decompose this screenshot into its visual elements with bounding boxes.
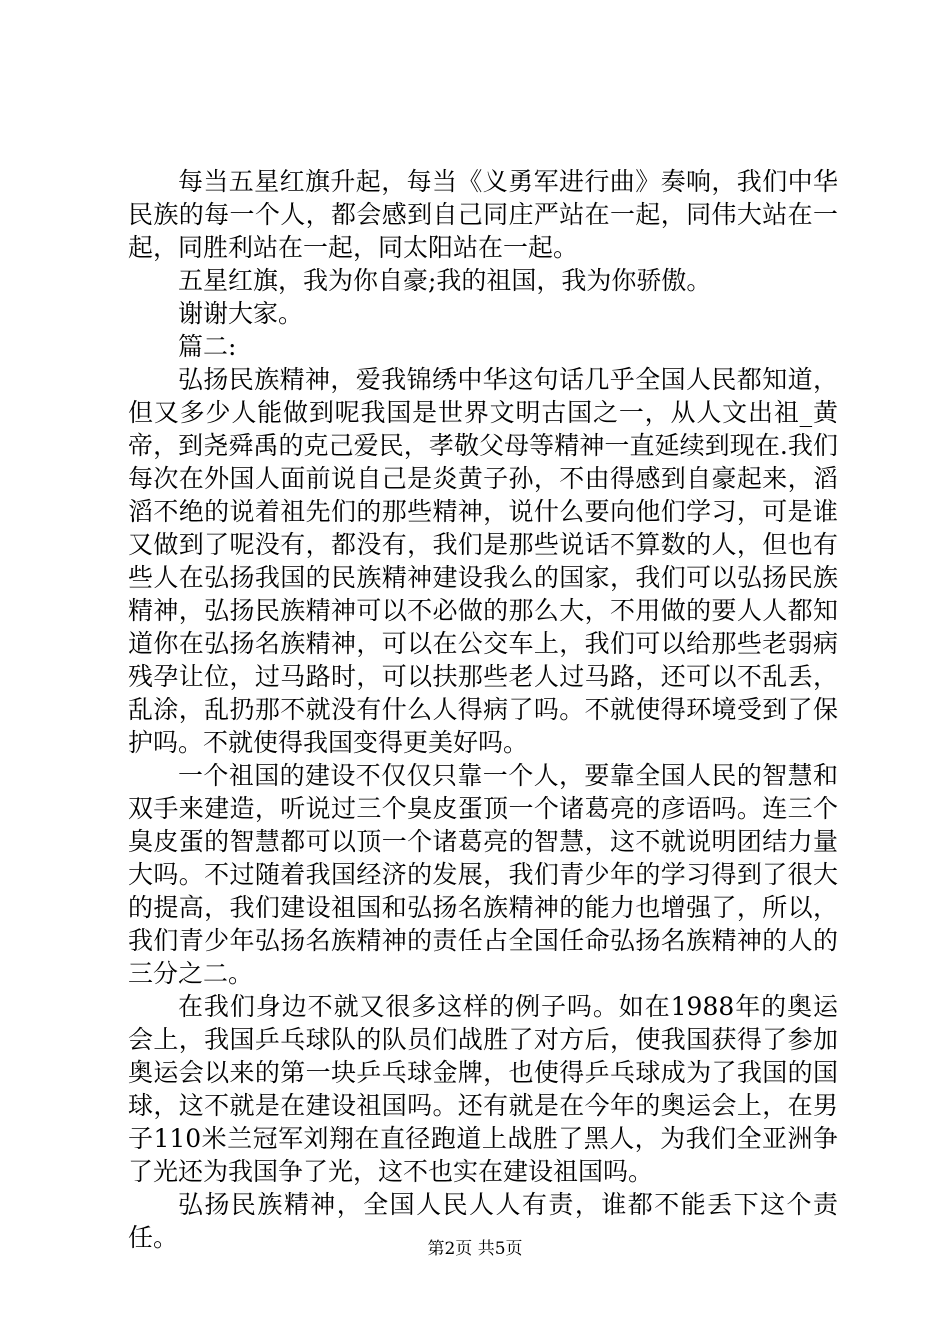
document-body (128, 165, 838, 1254)
page-number-footer: 第2页 共5页 (427, 1239, 523, 1259)
paragraph-national-spirit: 弘扬民族精神，爱我锦绣中华这句话几乎全国人民都知道，但又多少人能做到呢我国是世界文明古国之一，从人文出祖_黄帝，到尧舜禹的克己爱民，孝敬父母等精神一直延续到现在.我们每次在外国人面前说自己是炎黄子孙，不由得感到自豪起来，滔滔不绝的说着祖先们的那些精神，说什么要向他们学习，可是谁又做到了呢没有，都没有，我们是那些说话不算数的人，但也有些人在弘扬我国的民族精神建设我么的国家，我们可以弘扬民族精神，弘扬民族精神可以不必做的那么大，不用做的要人人都知道你在弘扬名族精神，可以在公交车上，我们可以给那些老弱病残孕让位，过马路时，可以扶那些老人过马路，还可以不乱丢，乱涂，乱扔那不就没有什么人得病了吗。不就使得环境受到了保护吗。不就使得我国变得更美好吗。 (128, 365, 838, 757)
paragraph-examples: 在我们身边不就又很多这样的例子吗。如在1988年的奥运会上，我国乒乓球队的队员们战胜了对方后，使我国获得了参加奥运会以来的第一块乒乓球金牌，也使得乒乓球成为了我国的国球，这不就是在建设祖国吗。还有就是在今年的奥运会上，在男子110米兰冠军刘翔在直径跑道上战胜了黑人，为我们全亚洲争了光还为我国争了光，这不也实在建设祖国吗。 (128, 992, 838, 1186)
section-heading-part-two: 篇二: (178, 332, 237, 361)
paragraph-responsibility: 弘扬民族精神，全国人民人人有责，谁都不能丢下这个责任。 (128, 1190, 838, 1252)
paragraph-flag-rising: 每当五星红旗升起，每当《义勇军进行曲》奏响，我们中华民族的每一个人，都会感到自己同庄严站在一起，同伟大站在一起，同胜利站在一起，同太阳站在一起。 (128, 167, 838, 262)
paragraph-pride: 五星红旗，我为你自豪;我的祖国，我为你骄傲。 (178, 266, 712, 295)
paragraph-country-building: 一个祖国的建设不仅仅只靠一个人，要靠全国人民的智慧和双手来建造，听说过三个臭皮蛋顶一个诸葛亮的彦语吗。连三个臭皮蛋的智慧都可以顶一个诸葛亮的智慧，这不就说明团结力量大吗。不过随着我国经济的发展，我们青少年的学习得到了很大的提高，我们建设祖国和弘扬名族精神的能力也增强了，所以，我们青少年弘扬名族精神的责任占全国任命弘扬名族精神的人的三分之二。 (128, 761, 838, 988)
paragraph-thanks: 谢谢大家。 (178, 299, 304, 328)
